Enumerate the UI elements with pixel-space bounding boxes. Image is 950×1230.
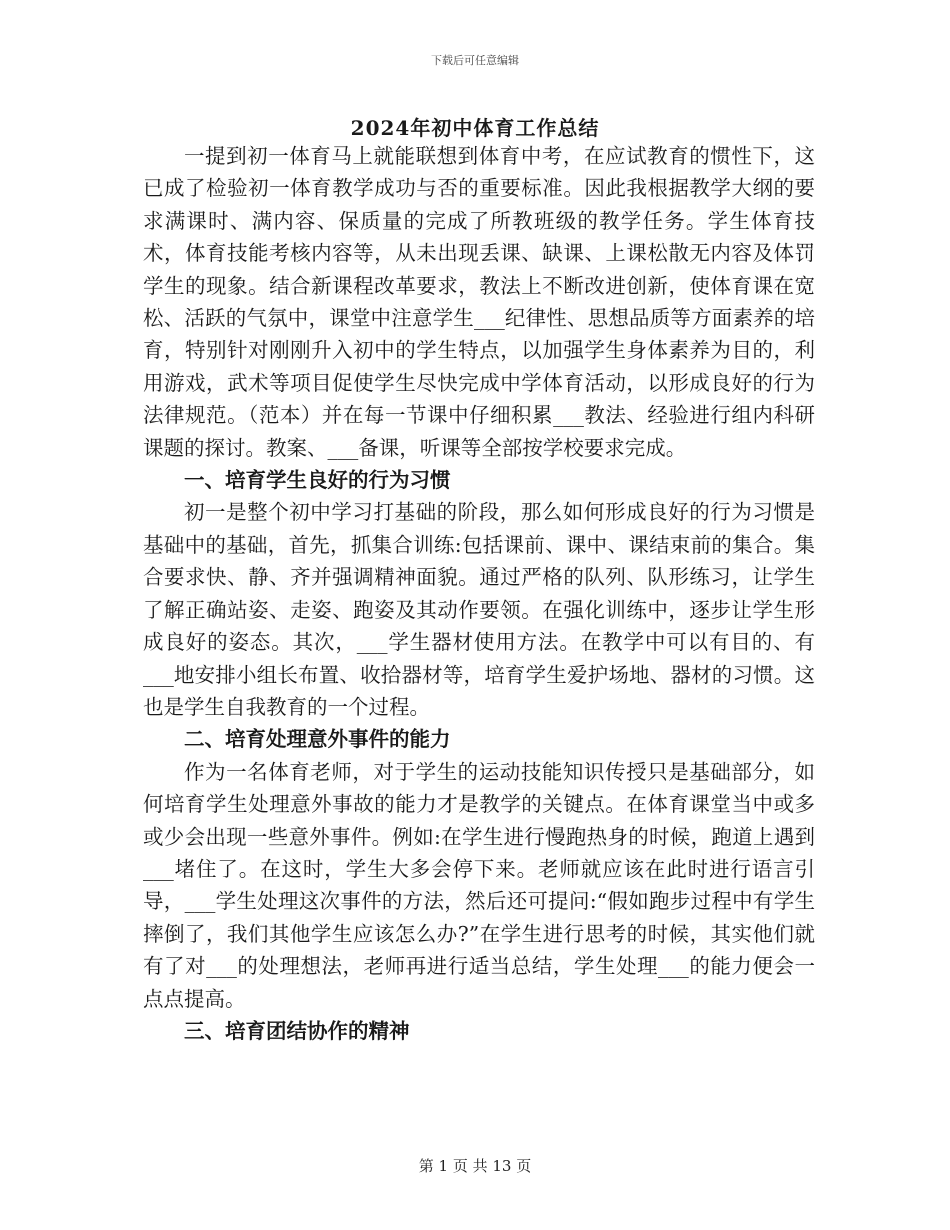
document-body: [143, 140, 815, 1047]
section-heading-3: 三、培育团结协作的精神: [184, 1018, 410, 1043]
intro-paragraph: 一提到初一体育马上就能联想到体育中考，在应试教育的惯性下，这已成了检验初一体育教学成功与否的重要标准。因此我根据教学大纲的要求满课时、满内容、保质量的完成了所教班级的教学任务。学生体育技术，体育技能考核内容等，从未出现丢课、缺课、上课松散无内容及体罚学生的现象。结合新课程改革要求，教法上不断改进创新，使体育课在宽松、活跃的气氛中，课堂中注意学生___纪律性、思想品质等方面素养的培育，特别针对刚刚升入初中的学生特点，以加强学生身体素养为目的，利用游戏，武术等项目促使学生尽快完成中学体育活动，以形成良好的行为法律规范。（范本）并在每一节课中仔细积累___教法、经验进行组内科研课题的探讨。教案、___备课，听课等全部按学校要求完成。: [143, 144, 815, 460]
document-title: 2024年初中体育工作总结: [350, 116, 600, 140]
section-heading-2: 二、培育处理意外事件的能力: [184, 727, 451, 752]
page-number: 第 1 页 共 13 页: [418, 1157, 532, 1175]
section-paragraph-1: 初一是整个初中学习打基础的阶段，那么如何形成良好的行为习惯是基础中的基础，首先，抓集合训练:包括课前、课中、课结束前的集合。集合要求快、静、齐并强调精神面貌。通过严格的队列、队形练习，让学生了解正确站姿、走姿、跑姿及其动作要领。在强化训练中，逐步让学生形成良好的姿态。其次，___学生器材使用方法。在教学中可以有目的、有___地安排小组长布置、收拾器材等，培育学生爱护场地、器材的习惯。这也是学生自我教育的一个过程。: [143, 500, 815, 719]
section-heading-1: 一、培育学生良好的行为习惯: [184, 468, 451, 493]
section-paragraph-2: 作为一名体育老师，对于学生的运动技能知识传授只是基础部分，如何培育学生处理意外事故的能力才是教学的关键点。在体育课堂当中或多或少会出现一些意外事件。例如:在学生进行慢跑热身的时候，跑道上遇到___堵住了。在这时，学生大多会停下来。老师就应该在此时进行语言引导，___学生处理这次事件的方法，然后还可提问:“假如跑步过程中有学生摔倒了，我们其他学生应该怎么办?”在学生进行思考的时候，其实他们就有了对___的处理想法，老师再进行适当总结，学生处理___的能力便会一点点提高。: [143, 759, 815, 1011]
page-header-note: 下载后可任意编辑: [431, 54, 519, 67]
